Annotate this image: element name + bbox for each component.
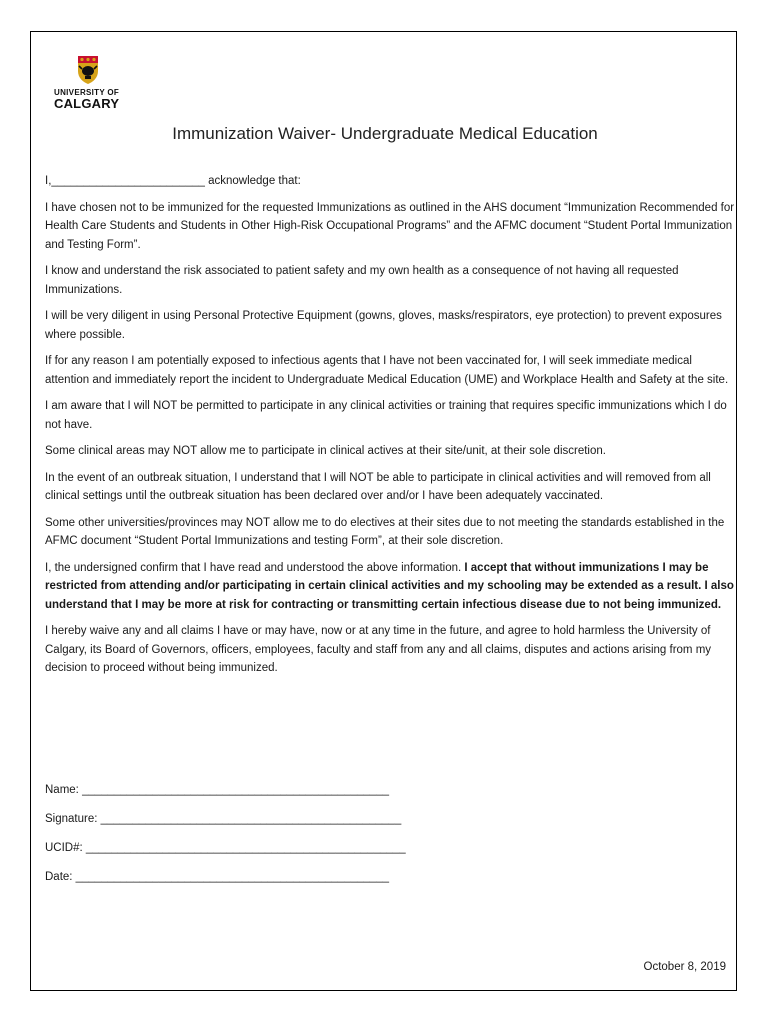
signature-field[interactable]: Signature: _______________________________________________ [45,813,402,825]
ucid-field[interactable]: UCID#: __________________________________________________ [45,842,406,854]
paragraph-waive-claims: I hereby waive any and all claims I have or may have, now or at any time in the future, and agree to hold harmless the University of Calgary, its Board of Governors, officers, employees, faculty and staff from any and all claims, disputes and actions arising from my decision to proceed without being immunized. [45,625,712,674]
paragraph-exposure: If for any reason I am potentially exposed to infectious agents that I have not been vaccinated for, I will seek immediate medical attention and immediately report the incident to Undergraduate Medical Education (UME) and Workplace Health and Safety at the site. [45,355,729,386]
paragraph-ppe: I will be very diligent in using Personal Protective Equipment (gowns, gloves, masks/respirators, eye protection) to prevent exposures where possible. [45,310,722,341]
document-date: October 8, 2019 [643,961,726,973]
logo-text-line1: UNIVERSITY OF [54,88,120,97]
paragraph-risk: I know and understand the risk associated to patient safety and my own health as a consequence of not having all requested Immunizations. [45,265,679,296]
acknowledge-line: I,________________________ acknowledge that: [45,175,301,187]
waiver-body [45,172,735,686]
page-title: Immunization Waiver- Undergraduate Medical Education [172,124,598,143]
crest-icon [76,55,100,85]
logo-text-line2: CALGARY [54,96,120,111]
paragraph-electives: Some other universities/provinces may NOT allow me to do electives at their sites due to not meeting the standards established in the AFMC document “Student Portal Immunizations and testing Form”, at their sole discretion. [45,516,725,547]
paragraph-confirmation [45,559,735,615]
paragraph-not-permitted: I am aware that I will NOT be permitted to participate in any clinical activities or training that requires specific immunizations which I do not have. [45,400,727,431]
confirmation-plain: I, the undersigned confirm that I have read and understood the above information. [45,561,462,574]
signature-block [45,784,406,900]
paragraph-clinical-areas: Some clinical areas may NOT allow me to participate in clinical actives at their site/unit, at their sole discretion. [45,445,606,457]
name-field[interactable]: Name: ________________________________________________ [45,784,390,796]
paragraph-not-immunized: I have chosen not to be immunized for the requested Immunizations as outlined in the AHS document “Immunization Recommended for Health Care Students and Students in Other High-Risk Occupational Programs” and the AFMC document “Student Portal Immunization and Testing Form”. [45,201,735,251]
university-logo [54,55,126,115]
date-field[interactable]: Date: _________________________________________________ [45,871,390,883]
confirmation-bold: I accept that without immunizations I may be restricted from attending and/or participating in certain clinical activities and my schooling may be extended as a result. I also understand that I may be more at risk for contracting or transmitting certain infectious disease due to not being immunized. [45,561,734,611]
paragraph-outbreak: In the event of an outbreak situation, I understand that I will NOT be able to participate in clinical activities and will removed from all clinical settings until the outbreak situation has been declared over and/or I have been adequately vaccinated. [45,471,711,502]
